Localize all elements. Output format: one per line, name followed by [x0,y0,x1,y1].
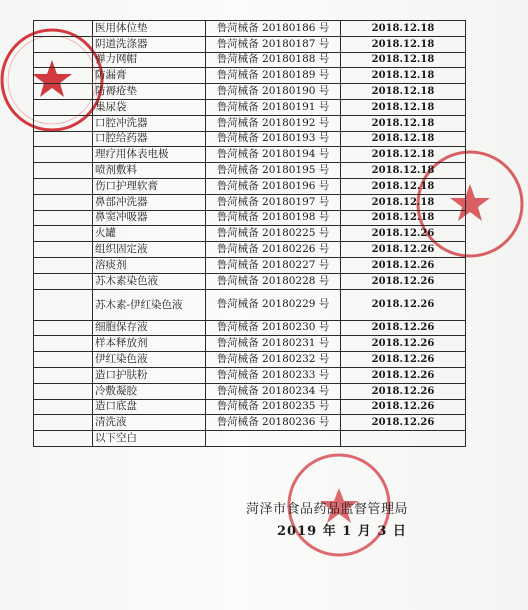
table-row [34,210,466,226]
blank-cell [34,178,93,194]
product-name: 样本释放剂 [93,336,206,352]
registration-number: 鲁菏械备 20180195 号 [206,163,341,179]
blank-cell [34,147,93,163]
registration-number: 鲁菏械备 20180227 号 [206,257,341,273]
blank-cell [34,242,93,258]
registration-table [33,20,466,447]
table-row [34,289,466,320]
record-date: 2018.12.26 [341,273,466,289]
blank-cell [34,289,93,320]
registration-number: 鲁菏械备 20180189 号 [206,68,341,84]
registration-number: 鲁菏械备 20180226 号 [206,242,341,258]
product-name: 鼻窦冲吸器 [93,210,206,226]
product-name: 冷敷凝胶 [93,383,206,399]
table-row [34,115,466,131]
registration-number: 鲁菏械备 20180232 号 [206,352,341,368]
product-name: 喷剂敷料 [93,163,206,179]
registration-number: 鲁菏械备 20180198 号 [206,210,341,226]
table-row [34,431,466,447]
record-date: 2018.12.18 [341,147,466,163]
table-row [34,36,466,52]
blank-cell [34,36,93,52]
record-date: 2018.12.18 [341,68,466,84]
product-name: 细胞保存液 [93,320,206,336]
record-date: 2018.12.26 [341,399,466,415]
record-date: 2018.12.26 [341,352,466,368]
blank-cell [34,99,93,115]
registration-number: 鲁菏械备 20180231 号 [206,336,341,352]
table-row [34,21,466,37]
table-row [34,399,466,415]
record-date: 2018.12.26 [341,257,466,273]
registration-number: 鲁菏械备 20180236 号 [206,415,341,431]
product-name: 集尿袋 [93,99,206,115]
table-row [34,52,466,68]
record-date: 2018.12.26 [341,289,466,320]
table-row [34,226,466,242]
issue-date: 2019 年 1 月 3 日 [277,524,407,539]
blank-cell [34,352,93,368]
record-date: 2018.12.18 [341,178,466,194]
blank-cell [34,336,93,352]
product-name: 造口护肤粉 [93,367,206,383]
blank-cell [34,68,93,84]
product-name: 口腔给药器 [93,131,206,147]
record-date: 2018.12.18 [341,52,466,68]
registration-number: 鲁菏械备 20180186 号 [206,21,341,37]
product-name: 伤口护理软膏 [93,178,206,194]
product-name: 以下空白 [93,431,206,447]
blank-cell [34,431,93,447]
table-row [34,320,466,336]
table-row [34,147,466,163]
record-date: 2018.12.26 [341,383,466,399]
record-date: 2018.12.18 [341,194,466,210]
product-name: 火罐 [93,226,206,242]
table-row [34,194,466,210]
registration-number: 鲁菏械备 20180230 号 [206,320,341,336]
blank-cell [34,52,93,68]
registration-number: 鲁菏械备 20180233 号 [206,367,341,383]
record-date: 2018.12.18 [341,36,466,52]
registration-number: 鲁菏械备 20180187 号 [206,36,341,52]
blank-cell [34,415,93,431]
registration-number: 鲁菏械备 20180228 号 [206,273,341,289]
product-name: 溶痰剂 [93,257,206,273]
record-date: 2018.12.18 [341,84,466,100]
table-row [34,257,466,273]
table-row [34,178,466,194]
blank-cell [34,257,93,273]
blank-cell [34,194,93,210]
product-name: 弹力网帽 [93,52,206,68]
table-row [34,367,466,383]
table-row [34,383,466,399]
blank-cell [34,273,93,289]
registration-number: 鲁菏械备 20180196 号 [206,178,341,194]
table-row [34,99,466,115]
registration-number: 鲁菏械备 20180194 号 [206,147,341,163]
record-date: 2018.12.18 [341,21,466,37]
registration-number: 鲁菏械备 20180192 号 [206,115,341,131]
product-name: 口腔冲洗器 [93,115,206,131]
record-date: 2018.12.18 [341,163,466,179]
record-date: 2018.12.18 [341,115,466,131]
product-name: 组织固定液 [93,242,206,258]
product-name: 伊红染色液 [93,352,206,368]
record-date: 2018.12.18 [341,131,466,147]
record-date: 2018.12.26 [341,415,466,431]
registration-number: 鲁菏械备 20180225 号 [206,226,341,242]
table-row [34,273,466,289]
record-date: 2018.12.26 [341,242,466,258]
table-row [34,131,466,147]
table-row [34,84,466,100]
blank-cell [34,399,93,415]
registration-number: 鲁菏械备 20180229 号 [206,289,341,320]
table-row [34,352,466,368]
product-name: 造口底盘 [93,399,206,415]
record-date: 2018.12.26 [341,336,466,352]
record-date: 2018.12.18 [341,210,466,226]
blank-cell [34,21,93,37]
blank-cell [34,210,93,226]
blank-cell [34,367,93,383]
registration-number: 鲁菏械备 20180197 号 [206,194,341,210]
registration-number: 鲁菏械备 20180234 号 [206,383,341,399]
registration-number: 鲁菏械备 20180190 号 [206,84,341,100]
product-name: 阴道洗涤器 [93,36,206,52]
blank-cell [34,84,93,100]
blank-cell [34,115,93,131]
blank-cell [34,131,93,147]
product-name: 清洗液 [93,415,206,431]
product-name: 苏木素-伊红染色液 [93,289,206,320]
table-row [34,242,466,258]
record-date [341,431,466,447]
table-row [34,68,466,84]
issuing-agency: 菏泽市食品药品监督管理局 [246,502,409,517]
product-name: 苏木素染色液 [93,273,206,289]
record-date: 2018.12.18 [341,99,466,115]
registration-number: 鲁菏械备 20180235 号 [206,399,341,415]
product-name: 防褥疮垫 [93,84,206,100]
registration-number: 鲁菏械备 20180188 号 [206,52,341,68]
table-row [34,163,466,179]
product-name: 鼻部冲洗器 [93,194,206,210]
record-date: 2018.12.26 [341,320,466,336]
registration-number [206,431,341,447]
blank-cell [34,383,93,399]
registration-number: 鲁菏械备 20180191 号 [206,99,341,115]
record-date: 2018.12.26 [341,367,466,383]
table-row [34,415,466,431]
record-date: 2018.12.26 [341,226,466,242]
blank-cell [34,320,93,336]
product-name: 医用体位垫 [93,21,206,37]
product-name: 理疗用体表电极 [93,147,206,163]
registration-number: 鲁菏械备 20180193 号 [206,131,341,147]
blank-cell [34,226,93,242]
table-row [34,336,466,352]
blank-cell [34,163,93,179]
product-name: 防漏膏 [93,68,206,84]
